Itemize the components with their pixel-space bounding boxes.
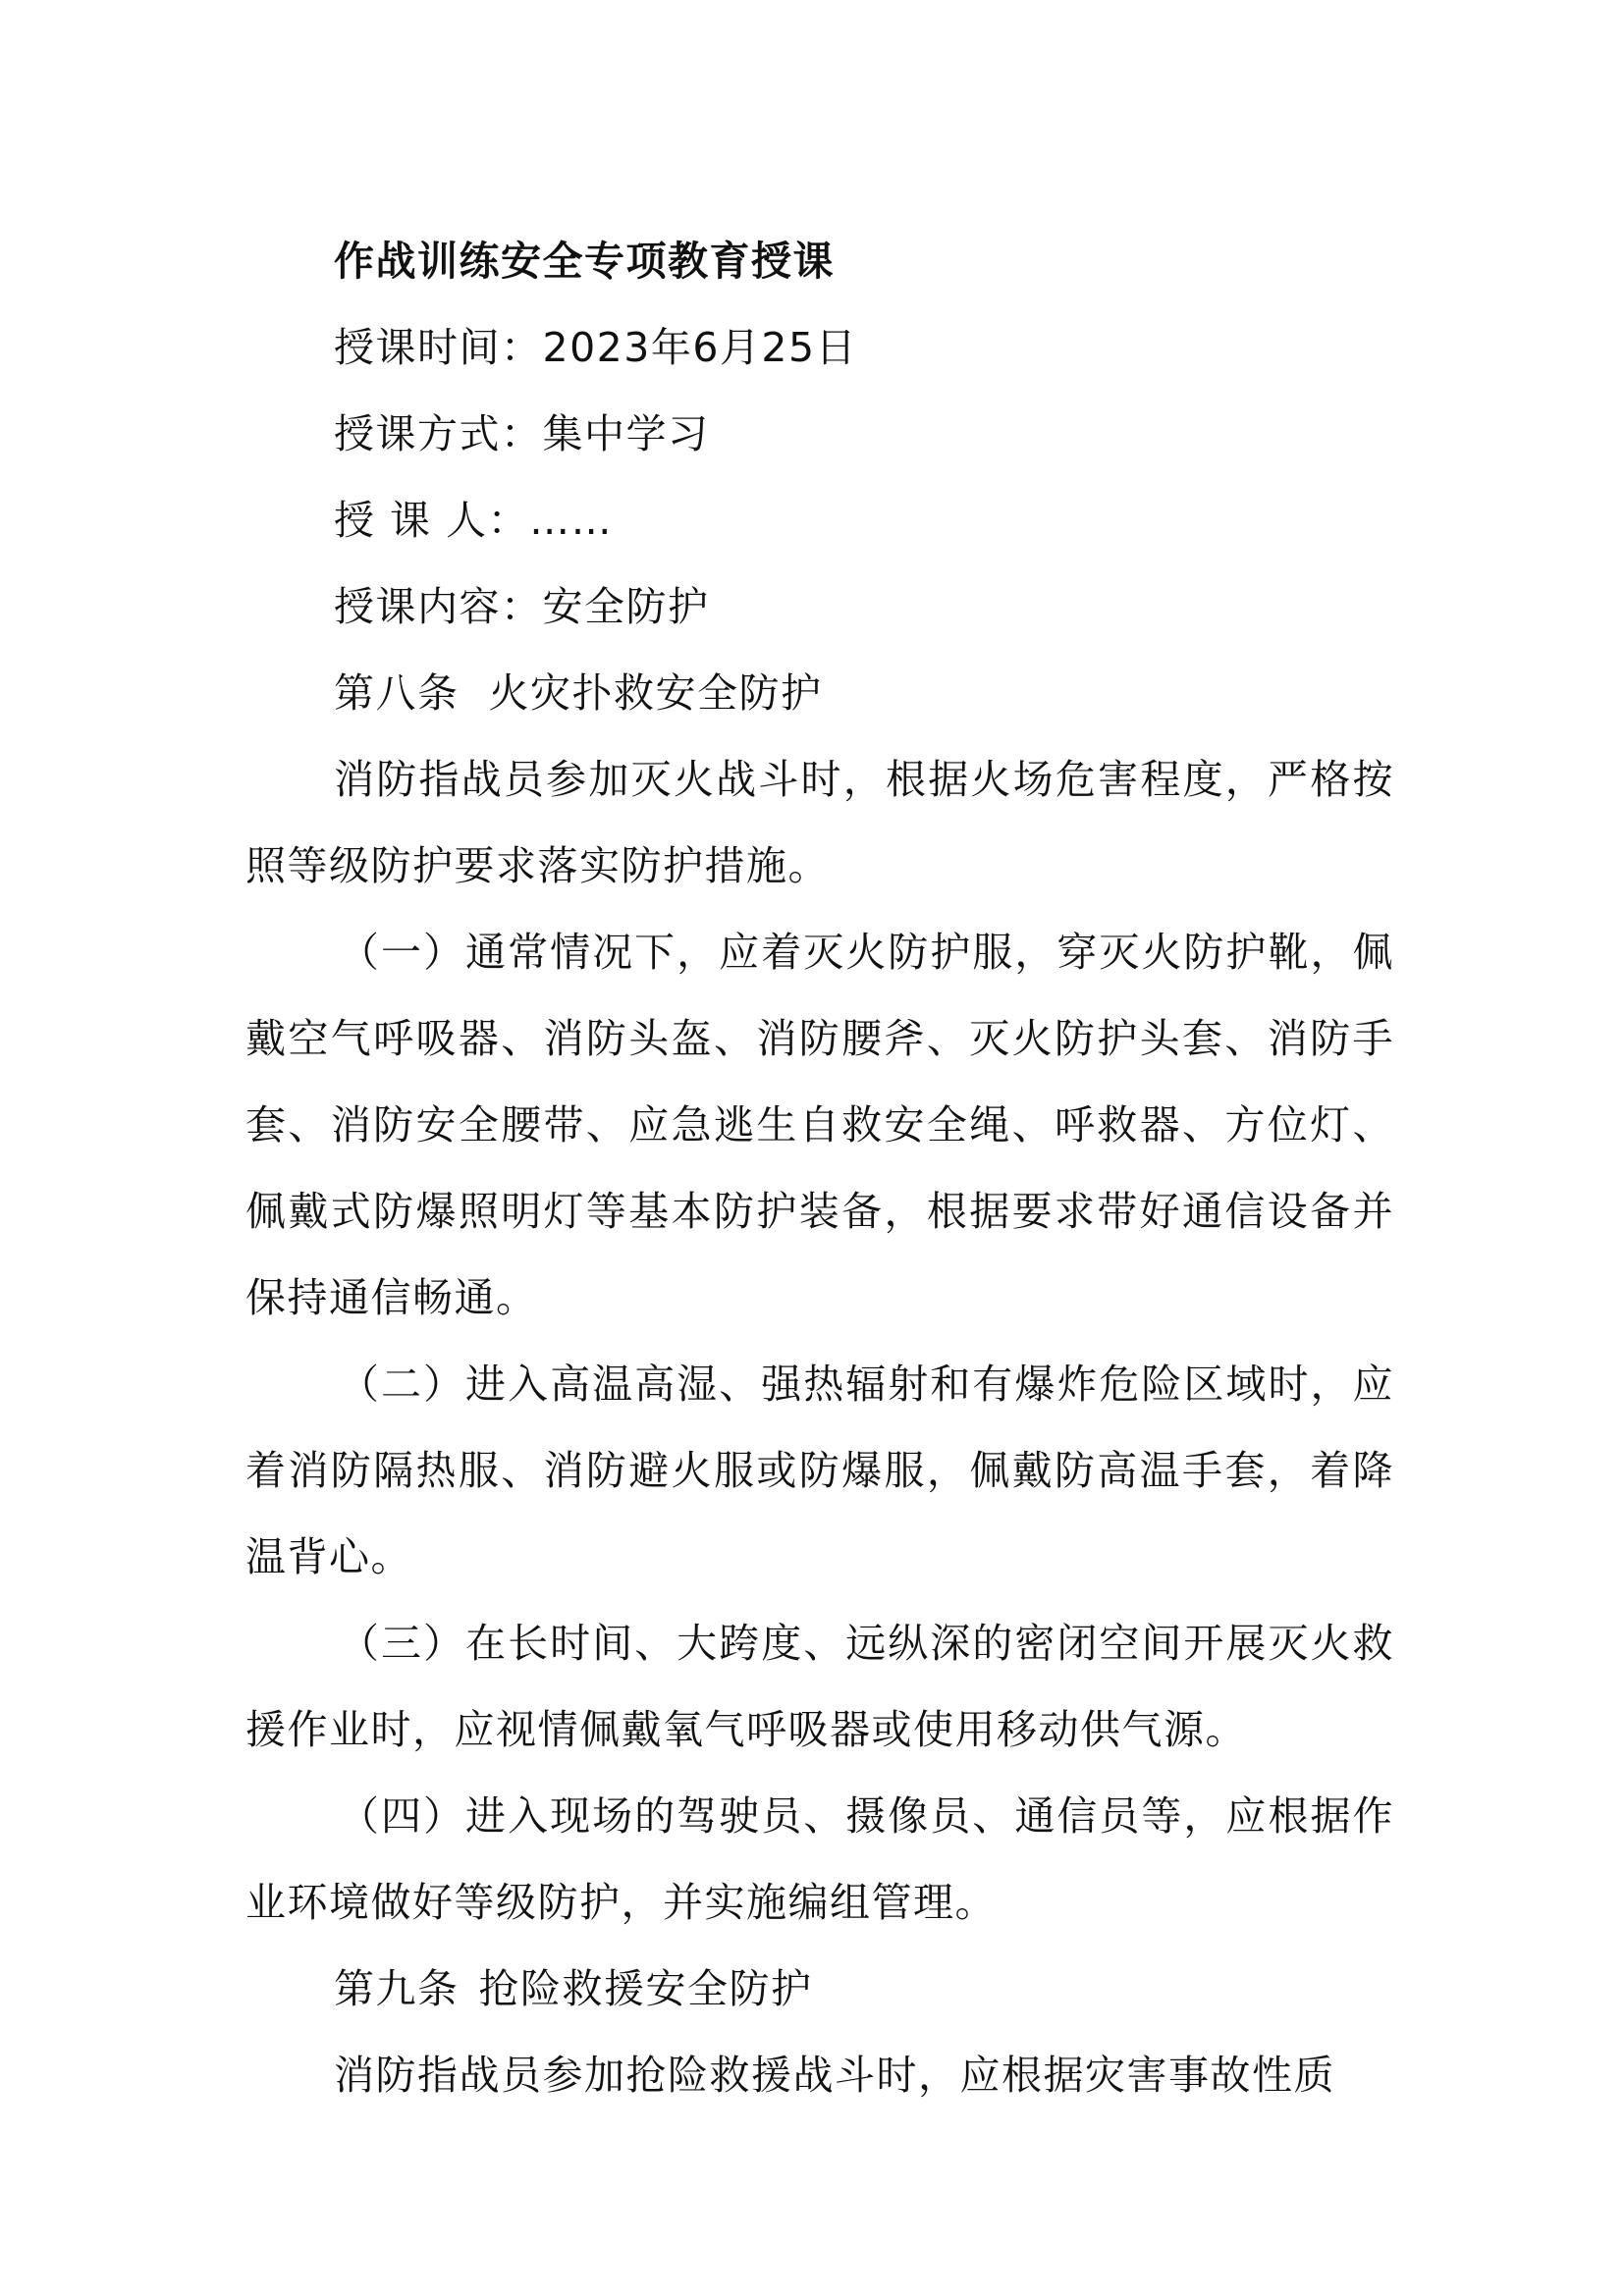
article8-title: 火灾扑救安全防护: [488, 669, 823, 717]
meta-content-label: 授课内容：: [334, 583, 543, 630]
meta-time-value: 2023年6月25日: [542, 324, 858, 371]
article8-heading: [245, 650, 1394, 736]
meta-lecturer-label: 授 课 人：: [334, 497, 530, 544]
article8-item-1: （一）通常情况下，应着灭火防护服，穿灭火防护靴，佩戴空气呼吸器、消防头盔、消防腰斧、灭火防护头套、消防手套、消防安全腰带、应急逃生自救安全绳、呼救器、方位灯、佩戴式防爆照明灯等基本防护装备，根据要求带好通信设备并保持通信畅通。: [245, 929, 1394, 1321]
article8-item-4: （四）进入现场的驾驶员、摄像员、通信员等，应根据作业环境做好等级防护，并实施编组管理。: [245, 1792, 1394, 1926]
article8-intro: 消防指战员参加灭火战斗时，根据火场危害程度，严格按照等级防护要求落实防护措施。: [245, 756, 1394, 889]
article8-number: 第八条: [334, 669, 460, 717]
meta-method-label: 授课方式：: [334, 410, 543, 457]
article8-item-3: （三）在长时间、大跨度、远纵深的密闭空间开展灭火救援作业时，应视情佩戴氧气呼吸器或使用移动供气源。: [245, 1620, 1394, 1753]
meta-lecturer-value: ……: [529, 497, 614, 544]
meta-lecturer: [245, 477, 1394, 563]
meta-content-value: 安全防护: [542, 583, 710, 630]
article9-heading: [245, 1946, 1394, 2032]
article9-number: 第九条: [334, 1965, 460, 2012]
article9-intro: 消防指战员参加抢险救援战斗时，应根据灾害事故性质: [334, 2052, 1335, 2099]
meta-method-value: 集中学习: [542, 410, 710, 457]
document-body: [245, 218, 1394, 2118]
meta-content: [245, 563, 1394, 650]
article8-item-2: （二）进入高温高湿、强热辐射和有爆炸危险区域时，应着消防隔热服、消防避火服或防爆服，佩戴防高温手套，着降温背心。: [245, 1361, 1394, 1580]
article9-title: 抢险救援安全防护: [478, 1965, 813, 2012]
meta-time: [245, 304, 1394, 391]
document-title: 作战训练安全专项教育授课: [334, 238, 835, 285]
meta-time-label: 授课时间：: [334, 324, 543, 371]
meta-method: [245, 391, 1394, 477]
